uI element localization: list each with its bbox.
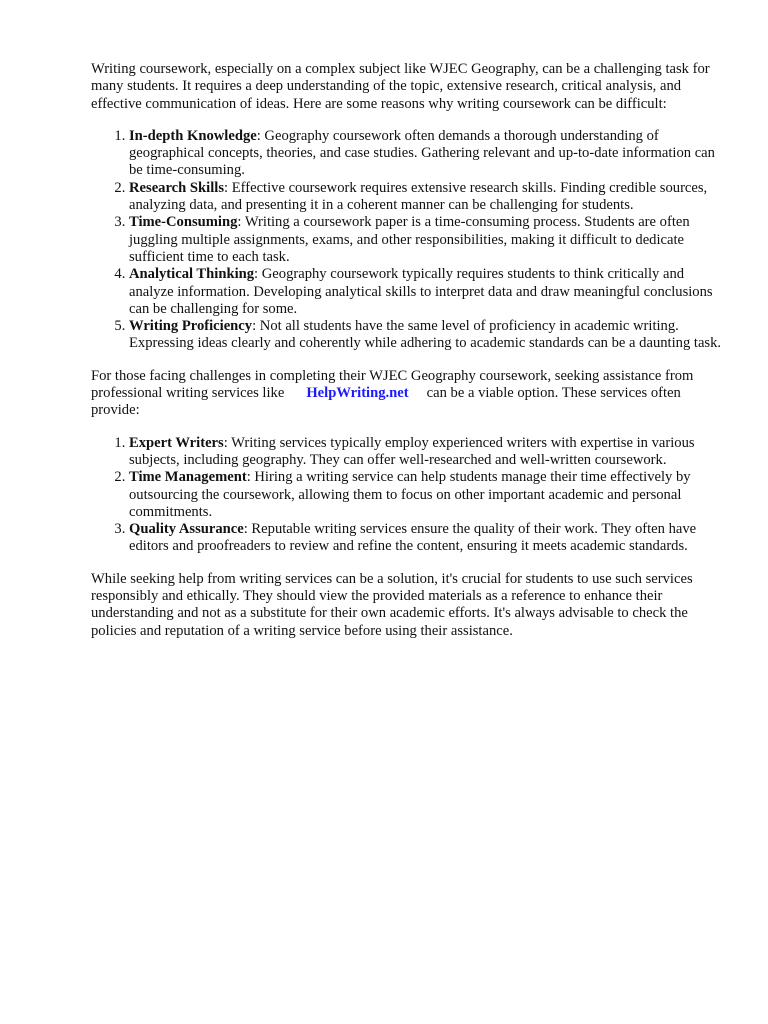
reason-text: : Geography coursework typically requires students to think critically and analyze information. Developing analytical skills to interpret data and draw meaningful conclusions can be challenging for some. bbox=[129, 266, 713, 317]
list-item bbox=[129, 128, 726, 180]
reason-term: In-depth Knowledge bbox=[129, 127, 257, 144]
document-page bbox=[91, 61, 726, 640]
benefit-term: Quality Assurance bbox=[129, 521, 244, 538]
list-item bbox=[129, 318, 726, 353]
list-item bbox=[129, 469, 726, 521]
benefit-term: Expert Writers bbox=[129, 434, 224, 451]
list-item bbox=[129, 521, 726, 556]
helpwriting-link[interactable]: HelpWriting.net bbox=[306, 385, 409, 402]
closing-paragraph: While seeking help from writing services can be a solution, it's crucial for students to use such services responsibly and ethically. They should view the provided materials as a reference to enhance their understanding and not as a substitute for their own academic efforts. It's always advisable to check the policies and reputation of a writing service before using their assistance. bbox=[91, 570, 693, 639]
middle-paragraph bbox=[91, 368, 726, 420]
list-item bbox=[129, 214, 726, 266]
reason-text: : Effective coursework requires extensive research skills. Finding credible sources, analyzing data, and presenting it in a coherent manner can be challenging for students. bbox=[129, 179, 708, 214]
reasons-list bbox=[91, 128, 726, 353]
reason-text: : Writing a coursework paper is a time-consuming process. Students are often juggling multiple assignments, exams, and other responsibilities, making it difficult to dedicate sufficient time to each task. bbox=[129, 214, 690, 265]
list-item bbox=[129, 180, 726, 215]
reason-term: Time-Consuming bbox=[129, 214, 238, 231]
middle-text-before: For those facing challenges in completing their WJEC Geography coursework, seeking assistance from professional writing services like bbox=[91, 367, 694, 402]
middle-text-after: can be a viable option. These services often provide: bbox=[91, 385, 681, 419]
reason-text: : Geography coursework often demands a thorough understanding of geographical concepts, theories, and case studies. Gathering relevant and up-to-date information can be time-consuming. bbox=[129, 127, 715, 179]
reason-term: Analytical Thinking bbox=[129, 266, 255, 283]
reason-text: : Not all students have the same level of proficiency in academic writing. Expressing ideas clearly and coherently while adhering to academic standards can be a daunting task. bbox=[129, 318, 722, 352]
benefit-text: : Writing services typically employ experienced writers with expertise in various subjects, including geography. They can offer well-researched and well-written coursework. bbox=[129, 434, 695, 468]
benefit-text: : Hiring a writing service can help students manage their time effectively by outsourcing the coursework, allowing them to focus on other important academic and personal commitments. bbox=[129, 469, 691, 520]
benefit-text: : Reputable writing services ensure the quality of their work. They often have editors and proofreaders to review and refine the content, ensuring it meets academic standards. bbox=[129, 521, 697, 555]
reason-term: Writing Proficiency bbox=[129, 318, 253, 335]
benefits-list bbox=[91, 435, 726, 556]
intro-paragraph: Writing coursework, especially on a complex subject like WJEC Geography, can be a challenging task for many students. It requires a deep understanding of the topic, extensive research, critical analysis, and effective communication of ideas. Here are some reasons why writing coursework can be difficult: bbox=[91, 61, 710, 112]
list-item bbox=[129, 266, 726, 318]
benefit-term: Time Management bbox=[129, 469, 247, 486]
list-item bbox=[129, 435, 726, 470]
reason-term: Research Skills bbox=[129, 179, 225, 196]
